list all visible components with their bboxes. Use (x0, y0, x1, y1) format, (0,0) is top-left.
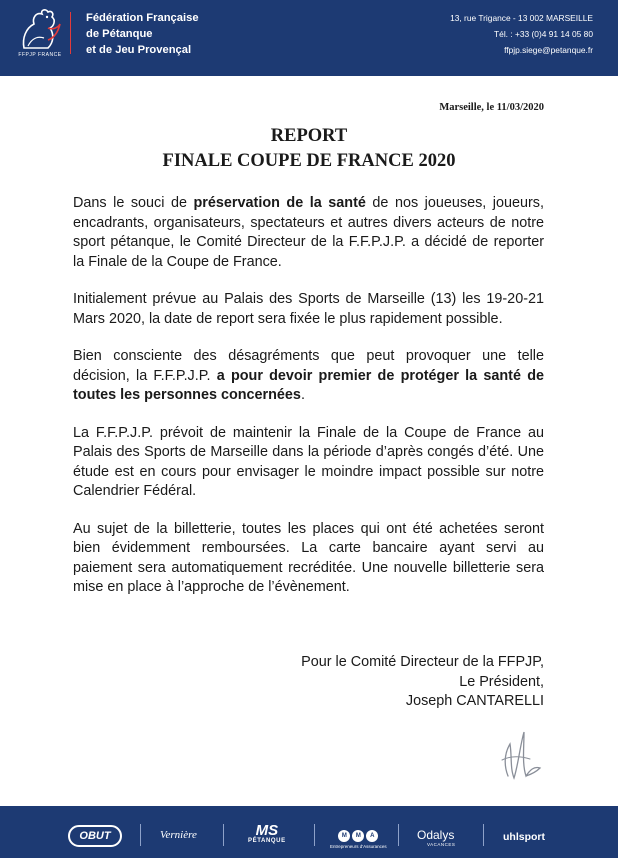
obut-logo: OBUT (68, 825, 122, 847)
paragraph-text: . (300, 387, 305, 403)
uhlsport-logo: uhlsport (503, 831, 545, 843)
title-line-report: REPORT (270, 126, 348, 146)
header-divider (70, 12, 71, 54)
contact-info (450, 10, 593, 58)
paragraph-initial-date: Initialement prévue au Palais des Sports de Marseille (13) les 19-20-21 Mars 2020, la date de report sera fixée le plus rapidement possible. (73, 291, 544, 327)
paragraph-ticketing: Au sujet de la billetterie, toutes les places qui ont été achetées seront bien évidemment remboursées. La carte bancaire ayant servi au paiement sera automatiquement recréditée. Une nouvelle billetterie sera mise en place à l’approche de l’évènement. (73, 520, 544, 595)
paragraph-text: Bien consciente des désagréments que peut provoquer une telle décision, la F.F.P.J.P. (73, 348, 544, 384)
paragraph-health (73, 194, 544, 272)
address-line: 13, rue Trigance - 13 002 MARSEILLE (450, 13, 593, 23)
ms-petanque-logo (248, 823, 286, 844)
paragraph-decision (73, 347, 544, 406)
letter-body (73, 194, 544, 616)
signature-line: Le Président, (459, 673, 544, 690)
letter-date: Marseille, le 11/03/2020 (439, 102, 544, 113)
signature-name: Joseph CANTARELLI (405, 693, 544, 709)
odalys-logo: Odalys (417, 828, 455, 842)
mma-logo (330, 824, 387, 850)
paragraph-emphasis: préservation de la santé (193, 195, 366, 211)
mma-letter: A (366, 830, 378, 842)
ms-logo-sub: PÉTANQUE (248, 838, 286, 844)
letterhead-banner (0, 0, 618, 76)
federation-name (86, 10, 199, 58)
mma-logo-mark (330, 824, 387, 842)
sponsor-divider (140, 824, 141, 846)
mma-letter: M (338, 830, 350, 842)
sponsor-divider (314, 824, 315, 846)
sponsor-divider (223, 824, 224, 846)
mma-letter: M (352, 830, 364, 842)
paragraph-text: Dans le souci de (73, 195, 194, 211)
verniere-logo: Vernière (160, 829, 197, 841)
odalys-logo-sub: VACANCES (427, 842, 456, 847)
sponsor-divider (398, 824, 399, 846)
phone-line: Tél. : +33 (0)4 91 14 05 80 (494, 29, 593, 39)
letter-title (0, 124, 618, 174)
sponsor-divider (483, 824, 484, 846)
federation-name-line: de Pétanque (86, 28, 153, 40)
email-line: ffpjp.siege@petanque.fr (504, 45, 593, 55)
federation-name-line: et de Jeu Provençal (86, 44, 192, 56)
signature-line: Pour le Comité Directeur de la FFPJP, (301, 654, 544, 670)
paragraph-new-date: La F.F.P.J.P. prévoit de maintenir la Finale de la Coupe de France au Palais des Sports de Marseille dans la période d’après congés d’été. Une étude est en cours pour envisager le moindre impact possible sur notre Calendrier Fédéral. (73, 424, 544, 499)
logo-text: FFPJP FRANCE (18, 52, 62, 58)
sponsor-footer (0, 806, 618, 858)
federation-name-line: Fédération Française (86, 12, 199, 24)
title-line-event: FINALE COUPE DE FRANCE 2020 (162, 151, 456, 171)
paragraph-emphasis: a pour devoir premier de protéger la santé de toutes les personnes concernées (73, 367, 544, 403)
handwritten-signature-icon (490, 726, 550, 784)
mma-logo-sub: Entrepreneurs d'Assurances (330, 844, 387, 849)
paragraph-text: de nos joueuses, joueurs, encadrants, organisateurs, spectateurs et autres divers acteurs de notre sport pétanque, le Comité Directeur de la F.F.P.J.P. a décidé de reporter la Finale de la Coupe de France. (73, 195, 544, 270)
ms-logo-mark: MS (255, 822, 279, 839)
signature-block (301, 653, 544, 712)
